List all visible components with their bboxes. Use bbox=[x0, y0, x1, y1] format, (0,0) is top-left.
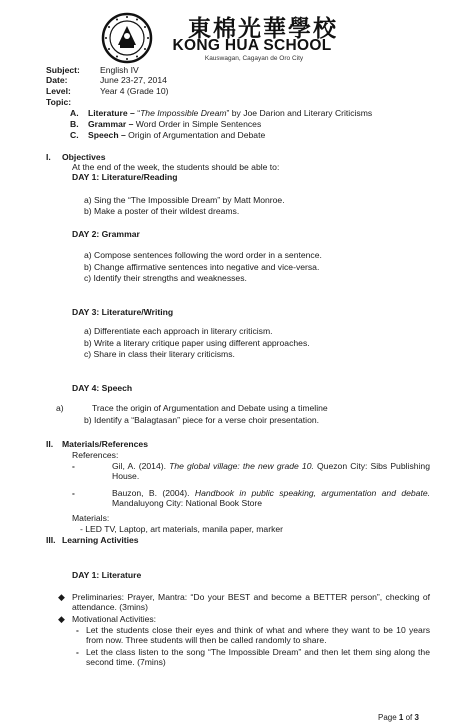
objectives-day4-heading: DAY 4: Speech bbox=[72, 383, 133, 393]
school-name-chinese: 東棉光華學校 bbox=[188, 15, 338, 42]
activity-sub-dash: - bbox=[76, 625, 79, 635]
diamond-bullet-icon: ◆ bbox=[58, 592, 65, 602]
materials-label: Materials: bbox=[72, 513, 110, 523]
section-3-heading: Learning Activities bbox=[62, 535, 139, 545]
activity-subitem: Let the class listen to the song “The Impossible Dream” and then let them sing along the second time. (7mins) bbox=[86, 647, 430, 667]
objectives-day2-item: a) Compose sentences following the word order in a sentence. bbox=[84, 250, 322, 260]
reference-bullet: - bbox=[72, 488, 75, 498]
school-logo bbox=[101, 12, 153, 64]
subject-value: English IV bbox=[100, 65, 139, 75]
references-label: References: bbox=[72, 450, 119, 460]
topic-b-letter: B. bbox=[70, 119, 79, 129]
topic-label: Topic: bbox=[46, 97, 72, 107]
activity-item: Motivational Activities: bbox=[72, 614, 157, 624]
objectives-day2-item: c) Identify their strengths and weaknesses. bbox=[84, 273, 247, 283]
activity-sub-dash: - bbox=[76, 647, 79, 657]
objectives-day1-item: a) Sing the “The Impossible Dream” by Matt Monroe. bbox=[84, 195, 285, 205]
topic-c-letter: C. bbox=[70, 130, 79, 140]
objectives-day4-item-a-letter: a) bbox=[56, 403, 64, 413]
topic-c: Speech – Origin of Argumentation and Debate bbox=[88, 130, 266, 140]
objectives-day3-heading: DAY 3: Literature/Writing bbox=[72, 307, 174, 317]
section-1-number: I. bbox=[46, 152, 51, 162]
reference-item: Bauzon, B. (2004). Handbook in public speaking, argumentation and debate. Mandaluyong City: National Book Store bbox=[112, 488, 431, 508]
objectives-day3-item: b) Write a literary critique paper using different approaches. bbox=[84, 338, 310, 348]
section-2-number: II. bbox=[46, 439, 54, 449]
objectives-day2-heading: DAY 2: Grammar bbox=[72, 229, 140, 239]
objectives-day4-item-a: Trace the origin of Argumentation and Debate using a timeline bbox=[92, 403, 328, 413]
topic-b: Grammar – Word Order in Simple Sentences bbox=[88, 119, 262, 129]
subject-label: Subject: bbox=[46, 65, 80, 75]
level-value: Year 4 (Grade 10) bbox=[100, 86, 169, 96]
section-1-heading: Objectives bbox=[62, 152, 106, 162]
diamond-bullet-icon: ◆ bbox=[58, 614, 65, 624]
objectives-day3-item: a) Differentiate each approach in literary criticism. bbox=[84, 326, 273, 336]
activity-subitem: Let the students close their eyes and think of what and where they want to be 10 years from now. Three students will then be called randomly to share. bbox=[86, 625, 430, 645]
level-label: Level: bbox=[46, 86, 71, 96]
school-name: KONG HUA SCHOOL bbox=[172, 37, 332, 54]
objectives-day2-item: b) Change affirmative sentences into negative and vice-versa. bbox=[84, 262, 320, 272]
date-label: Date: bbox=[46, 75, 68, 85]
date-value: June 23-27, 2014 bbox=[100, 75, 167, 85]
objectives-day1-heading: DAY 1: Literature/Reading bbox=[72, 172, 178, 182]
school-location: Kauswagan, Cagayan de Oro City bbox=[204, 55, 304, 62]
objectives-day1-item: b) Make a poster of their wildest dreams. bbox=[84, 206, 240, 216]
activity-item: Preliminaries: Prayer, Mantra: “Do your BEST and become a BETTER person”, checking of attendance. (3mins) bbox=[72, 592, 430, 612]
objectives-day3-item: c) Share in class their literary criticisms. bbox=[84, 349, 235, 359]
topic-a: Literature – “The Impossible Dream” by Joe Darion and Literary Criticisms bbox=[88, 108, 373, 118]
page-number: Page 1 of 3 bbox=[378, 713, 419, 722]
topic-a-letter: A. bbox=[70, 108, 79, 118]
objectives-intro: At the end of the week, the students should be able to: bbox=[72, 162, 280, 172]
reference-bullet: - bbox=[72, 461, 75, 471]
objectives-day4-item-b: b) Identify a “Balagtasan” piece for a verse choir presentation. bbox=[84, 415, 320, 425]
activities-day1-heading: DAY 1: Literature bbox=[72, 570, 142, 580]
materials-item: - LED TV, Laptop, art materials, manila paper, marker bbox=[80, 524, 284, 534]
reference-item: Gil, A. (2014). The global village: the new grade 10. Quezon City: Sibs Publishing House. bbox=[112, 461, 430, 481]
section-2-heading: Materials/References bbox=[62, 439, 148, 449]
section-3-number: III. bbox=[46, 535, 56, 545]
